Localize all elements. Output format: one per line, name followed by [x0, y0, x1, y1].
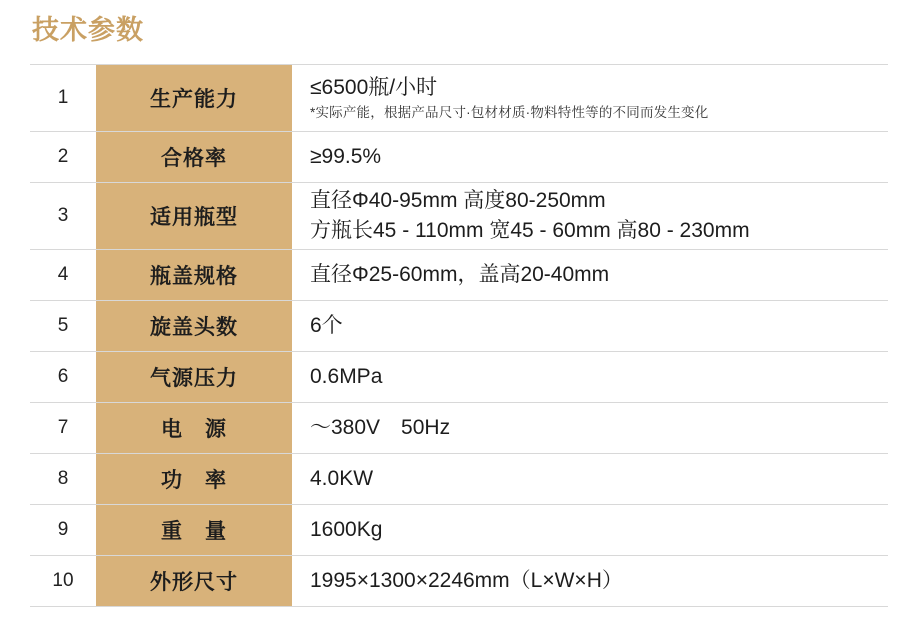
row-parameter-name: 气源压力 — [96, 352, 292, 403]
table-row — [30, 403, 888, 454]
row-parameter-value — [292, 183, 888, 250]
table-row — [30, 65, 888, 132]
row-parameter-name: 瓶盖规格 — [96, 250, 292, 301]
row-parameter-value — [292, 556, 888, 607]
row-parameter-name: 合格率 — [96, 132, 292, 183]
row-parameter-value — [292, 65, 888, 132]
row-index: 4 — [57, 264, 69, 285]
table-row — [30, 454, 888, 505]
row-parameter-value — [292, 132, 888, 183]
row-parameter-name: 适用瓶型 — [96, 183, 292, 250]
row-index: 1 — [57, 87, 69, 108]
value-main: 直径Φ40-95mm 高度80-250mm — [310, 189, 606, 213]
table-row — [30, 132, 888, 183]
row-index: 7 — [57, 417, 69, 438]
value-secondary: 方瓶长45 - 110mm 宽45 - 60mm 高80 - 230mm — [310, 219, 750, 242]
value-main: 4.0KW — [310, 467, 374, 491]
row-parameter-name: 外形尺寸 — [96, 556, 292, 607]
row-parameter-value — [292, 454, 888, 505]
value-main: ≤6500瓶/小时 — [310, 75, 438, 99]
value-note: *实际产能，根据产品尺寸·包材材质·物料特性等的不同而发生变化 — [310, 105, 709, 121]
value-main: 1600Kg — [310, 518, 383, 542]
row-index: 9 — [57, 519, 69, 540]
row-index: 5 — [57, 315, 69, 336]
table-row — [30, 250, 888, 301]
row-parameter-name: 电 源 — [96, 403, 292, 454]
row-parameter-name: 重 量 — [96, 505, 292, 556]
row-index: 3 — [57, 205, 69, 226]
technical-parameters-table — [30, 64, 888, 607]
row-parameter-name: 功 率 — [96, 454, 292, 505]
table-row — [30, 352, 888, 403]
value-main: 6个 — [310, 314, 343, 338]
value-main: ≥99.5% — [310, 145, 382, 169]
table-row — [30, 301, 888, 352]
row-parameter-name: 生产能力 — [96, 65, 292, 132]
table-row — [30, 183, 888, 250]
row-index: 10 — [52, 570, 74, 591]
row-index: 6 — [57, 366, 69, 387]
value-main: 0.6MPa — [310, 365, 383, 389]
row-index: 8 — [57, 468, 69, 489]
value-main: 1995×1300×2246mm（L×W×H） — [310, 569, 623, 593]
row-parameter-value — [292, 352, 888, 403]
table-row — [30, 556, 888, 607]
table-row — [30, 505, 888, 556]
row-parameter-name: 旋盖头数 — [96, 301, 292, 352]
row-parameter-value — [292, 403, 888, 454]
row-parameter-value — [292, 505, 888, 556]
page-title: 技术参数 — [32, 15, 144, 45]
row-index: 2 — [57, 146, 69, 167]
row-parameter-value — [292, 250, 888, 301]
value-main: 直径Φ25-60mm，盖高20-40mm — [310, 263, 610, 287]
row-parameter-value — [292, 301, 888, 352]
value-main: ～380V 50Hz — [310, 416, 451, 440]
